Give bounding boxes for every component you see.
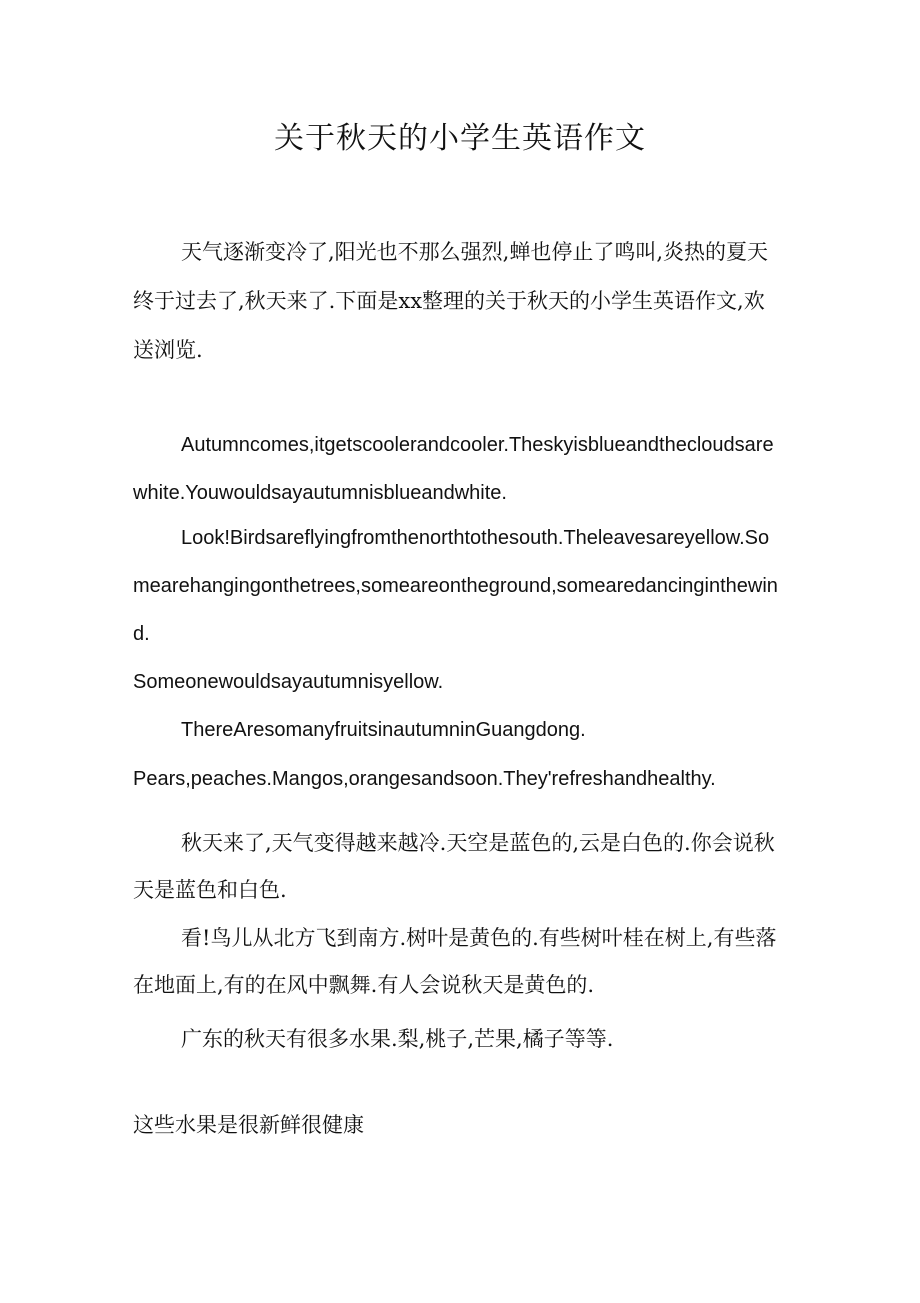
chinese-paragraph-4: 这些水果是很新鲜很健康 [133, 1113, 364, 1137]
english-paragraph-5: Pears,peaches.Mangos,orangesandsoon.They'refreshandhealthy. [133, 768, 716, 790]
document-title: 关于秋天的小学生英语作文 [274, 121, 646, 156]
chinese-paragraph-2: 看!鸟儿从北方飞到南方.树叶是黄色的.有些树叶桂在树上,有些落在地面上,有的在风中飘舞.有人会说秋天是黄色的. [133, 926, 777, 997]
chinese-paragraph-1: 秋天来了,天气变得越来越冷.天空是蓝色的,云是白色的.你会说秋天是蓝色和白色. [133, 831, 775, 902]
chinese-paragraph-3: 广东的秋天有很多水果.梨,桃子,芒果,橘子等等. [181, 1027, 614, 1051]
english-paragraph-3: Someonewouldsayautumnisyellow. [133, 671, 444, 693]
english-paragraph-2: Look!Birdsareflyingfromthenorthtothesouth.Theleavesareyellow.Somearehangingonthetrees,someareontheground,somearedancinginthewind. [133, 527, 778, 645]
intro-paragraph: 天气逐渐变冷了,阳光也不那么强烈,蝉也停止了鸣叫,炎热的夏天终于过去了,秋天来了.下面是xx整理的关于秋天的小学生英语作文,欢送浏览. [133, 240, 769, 362]
english-paragraph-1: Autumncomes,itgetscoolerandcooler.Theskyisblueandthecloudsarewhite.Youwouldsayautumnisblueandwhite. [133, 434, 774, 504]
english-paragraph-4: ThereAresomanyfruitsinautumninGuangdong. [181, 719, 586, 741]
